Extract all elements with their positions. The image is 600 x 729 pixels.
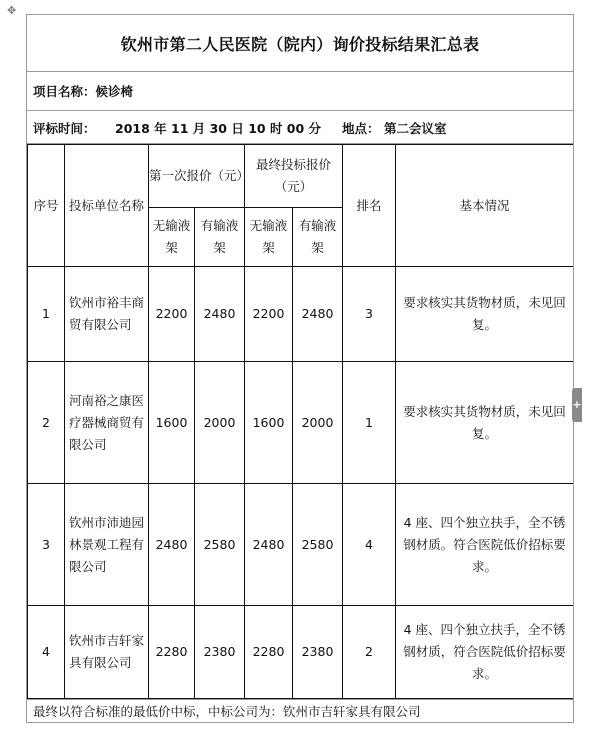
table-row [28, 267, 574, 362]
header-basic-info: 基本情况 [396, 145, 574, 267]
header-rank: 排名 [343, 145, 396, 267]
row-first-no-rack: 2480 [149, 484, 195, 606]
row-bidder: 钦州市沛迪园林景观工程有限公司 [65, 484, 149, 606]
header-final-with-rack: 有输液架 [293, 208, 343, 267]
row-first-no-rack: 1600 [149, 362, 195, 484]
evaluation-row [27, 111, 574, 144]
eval-place-value: 第二会议室 [384, 121, 447, 136]
row-info: 要求核实其货物材质，未见回复。 [396, 267, 574, 362]
row-info: 4 座、四个独立扶手，全不锈钢材质，符合医院低价招标要求。 [396, 606, 574, 699]
move-handle-icon[interactable]: ✥ [7, 4, 17, 17]
header-final-no-rack: 无输液架 [245, 208, 293, 267]
eval-time-value: 2018 年 11 月 30 日 10 时 00 分 [115, 121, 322, 136]
document-table [26, 14, 574, 723]
project-value: 候诊椅 [95, 84, 134, 99]
row-info: 4 座、四个独立扶手，全不锈钢材质。符合医院低价招标要求。 [396, 484, 574, 606]
row-rank: 3 [343, 267, 396, 362]
header-bidder: 投标单位名称 [65, 145, 149, 267]
row-first-with-rack: 2480 [195, 267, 245, 362]
row-final-with-rack: 2380 [293, 606, 343, 699]
row-bidder: 钦州市吉轩家具有限公司 [65, 606, 149, 699]
row-info: 要求核实其货物材质，未见回复。 [396, 362, 574, 484]
eval-place-label: 地点： [342, 121, 380, 136]
results-container [27, 144, 574, 700]
header-first-quote: 第一次报价（元） [149, 145, 245, 208]
side-expand-tab-icon[interactable]: + [572, 388, 582, 422]
row-final-no-rack: 2480 [245, 484, 293, 606]
row-final-no-rack: 2280 [245, 606, 293, 699]
row-first-with-rack: 2000 [195, 362, 245, 484]
row-final-with-rack: 2480 [293, 267, 343, 362]
project-label: 项目名称： [33, 84, 96, 99]
row-first-no-rack: 2200 [149, 267, 195, 362]
header-first-no-rack: 无输液架 [149, 208, 195, 267]
row-rank: 1 [343, 362, 396, 484]
row-rank: 2 [343, 606, 396, 699]
row-final-with-rack: 2000 [293, 362, 343, 484]
footer-note: 最终以符合标准的最低价中标，中标公司为：钦州市吉轩家具有限公司 [27, 700, 574, 723]
page-title: 钦州市第二人民医院（院内）询价投标结果汇总表 [27, 15, 574, 72]
header-final-quote: 最终投标报价（元） [245, 145, 343, 208]
row-bidder: 河南裕之康医疗器械商贸有限公司 [65, 362, 149, 484]
table-row [28, 484, 574, 606]
row-first-no-rack: 2280 [149, 606, 195, 699]
row-seq: 4 [28, 606, 65, 699]
row-final-no-rack: 2200 [245, 267, 293, 362]
row-rank: 4 [343, 484, 396, 606]
project-row [27, 72, 574, 111]
row-final-with-rack: 2580 [293, 484, 343, 606]
eval-time-label: 评标时间： [33, 121, 96, 136]
row-seq: 2 [28, 362, 65, 484]
header-first-with-rack: 有输液架 [195, 208, 245, 267]
row-bidder: 钦州市裕丰商贸有限公司 [65, 267, 149, 362]
table-row [28, 606, 574, 699]
row-seq: 3 [28, 484, 65, 606]
results-table [27, 144, 574, 699]
row-first-with-rack: 2580 [195, 484, 245, 606]
header-seq: 序号 [28, 145, 65, 267]
row-seq: 1 [28, 267, 65, 362]
table-row [28, 362, 574, 484]
row-final-no-rack: 1600 [245, 362, 293, 484]
row-first-with-rack: 2380 [195, 606, 245, 699]
